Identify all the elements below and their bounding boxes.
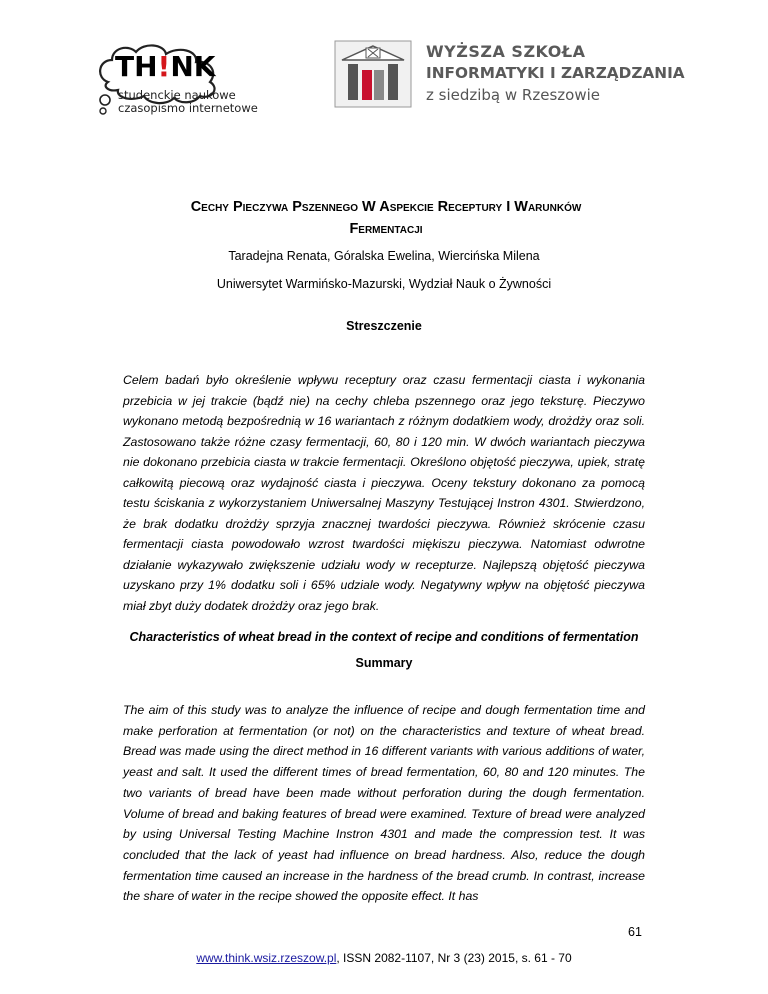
page-number: 61 [628,925,642,939]
footer-citation: , ISSN 2082-1107, Nr 3 (23) 2015, s. 61 - 70 [336,951,572,965]
think-tagline-1: studenckie naukowe [118,88,236,102]
journal-link[interactable]: www.think.wsiz.rzeszow.pl [196,951,337,965]
article-title-line1: Cechy Pieczywa Pszennego W Aspekcie Receptury I Warunków [190,199,582,215]
university-logo [334,40,689,108]
university-name-line1: WYŻSZA SZKOŁA [426,42,586,61]
university-name-line2: INFORMATYKI I ZARZĄDZANIA [426,64,685,82]
authors: Taradejna Renata, Góralska Ewelina, Wiercińska Milena [228,249,540,263]
summary-text: The aim of this study was to analyze the influence of recipe and dough fermentation time and make perforation at fermentation (or not) on the characteristics and texture of wheat bread. Bread was made using the direct method in 16 different variants with various additions of water, yeast and salt. It used the different times of bread fermentation, 60, 80 and 120 minutes. The two variants of bread have been made without perforation during the dough fermentation. Volume of bread and baking features of bread were examined. Texture of bread were analyzed by using Universal Testing Machine Instron 4301 and made the compression test. It was concluded that the lack of yeast had influence on bread hardness. Also, reduce the dough fermentation time caused an increase in the hardness of the bread crumb. In contrast, increase the share of water in the recipe showed the opposite effect. It has [123,703,645,904]
article-title-line2: Fermentacji [349,221,423,237]
think-logo [94,42,264,116]
university-name-line3: z siedzibą w Rzeszowie [426,86,600,104]
abstract-heading: Streszczenie [346,319,422,333]
footer [0,951,768,965]
think-wordmark: TH!NK [115,50,216,83]
abstract-text: Celem badań było określenie wpływu receptury oraz czasu fermentacji ciasta i wykonania przebicia w jej trakcie (bądź nie) na cechy chleba pszennego oraz jego teksturę. Pieczywo wykonano metodą bezpośrednią w 16 wariantach z różnym dodatkiem wody, drożdży oraz soli. Zastosowano także różne czasy fermentacji, 60, 80 i 120 min. W dwóch wariantach pieczywa nie dokonano przebicia ciasta w trakcie fermentacji. Określono objętość pieczywa, upiek, stratę całkowitą piecową oraz wydajność ciasta i pieczywa. Oceny tekstury dokonano za pomocą testu ściskania z wykorzystaniem Uniwersalnej Maszyny Testującej Instron 4301. Stwierdzono, że brak dodatku drożdży sprzyja znacznej twardości pieczywa. Również skrócenie czasu fermentacji ciasta powodowało wzrost twardości miękiszu pieczywa. Natomiast odwrotne działanie wykazywało zwiększenie udziału wody w recepturze. Najlepszą objętość pieczywa uzyskano przy 1% dodatku soli i 65% udziale wody. Negatywny wpływ na objętość pieczywa miał zbyt duży dodatek drożdży oraz jego brak. [123,373,645,613]
think-tagline-2: czasopismo internetowe [118,101,258,115]
university-crest-icon [334,40,412,108]
article-title [96,196,676,240]
english-title: Characteristics of wheat bread in the context of recipe and conditions of fermentation [129,630,639,644]
affiliation: Uniwersytet Warmińsko-Mazurski, Wydział Nauk o Żywności [216,277,552,291]
summary-heading: Summary [355,656,413,670]
